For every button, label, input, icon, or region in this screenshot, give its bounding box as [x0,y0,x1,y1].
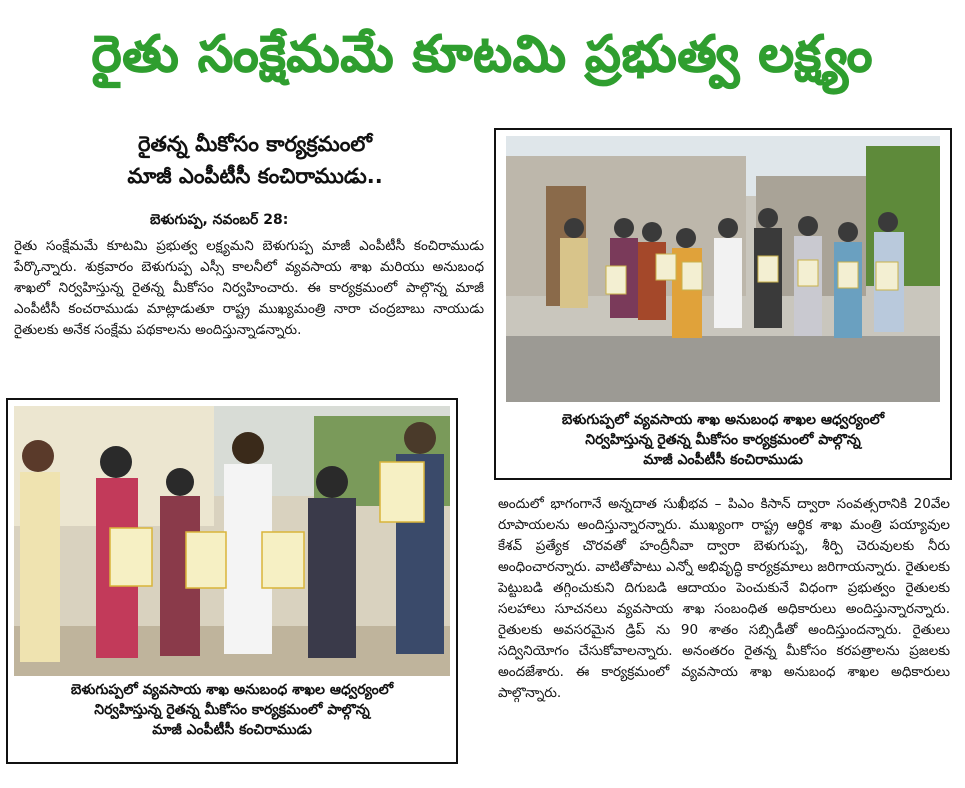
subheadline [40,128,470,192]
photo-right-caption-line1: బెళుగుప్పలో వ్యవసాయ శాఖ అనుబంధ శాఖల ఆధ్వర్యంలో [561,412,885,428]
photo-right-group [506,136,940,402]
photo-frame-right [494,128,952,480]
article-paragraph-2: అందులో భాగంగానే అన్నదాత సుఖీభవ – పిఎం కిసాన్ ద్వారా సంవత్సరానికి 20వేల రూపాయలను అందిస్తున్నారన్నారు. ముఖ్యంగా రాష్ట్ర ఆర్థిక శాఖ మంత్రి పయ్యావుల కేశవ్ ప్రత్యేక చొరవతో హంద్రీనీవా ద్వారా బెళుగుప్ప, శీర్పి చెరువులకు నీరు అంధించారన్నారు. వాటితోపాటు ఎన్నో అభివృద్ధి కార్యక్రమాలు జరిగాయన్నారు. రైతులకు పెట్టుబడి తగ్గించుకుని దిగుబడి ఆదాయం పెంచుకునే విధంగా ప్రభుత్వం రైతులకు సలహాలు సూచనలు వ్యవసాయ శాఖ సంబంధిత అధికారులు అందిస్తున్నారన్నారు. రైతులకు అవసరమైన డ్రిప్ ను 90 శాతం సబ్సిడీతో అందిస్తుందన్నారు. రైతులు సద్వినియోగం చేసుకోవాలన్నారు. అనంతరం రైతన్న మీకోసం కరపత్రాలను ప్రజలకు అందజేశారు. ఈ కార్యక్రమంలో వ్యవసాయ శాఖ అనుబంధ శాఖల అధికారులు పాల్గొన్నారు. [498,496,950,701]
subheadline-line1: రైతన్న మీకోసం కార్యక్రమంలో [138,132,372,156]
photo-right-caption-line3: మాజీ ఎంపీటీసీ కంచిరాముడు [643,452,803,468]
headline: రైతు సంక్షేమమే కూటమి ప్రభుత్వ లక్ష్యం [91,25,874,83]
photo-left-caption-line1: బెళుగుప్పలో వ్యవసాయ శాఖ అనుబంధ శాఖల ఆధ్వర్యంలో [70,682,394,698]
article-paragraph-1: రైతు సంక్షేమమే కూటమి ప్రభుత్వ లక్ష్యమని బెళుగుప్ప మాజీ ఎంపీటీసీ కంచిరాముడు పేర్కొన్నారు. శుక్రవారం బెళుగుప్ప ఎస్సీ కాలనీలో వ్యవసాయ శాఖ మరియు అనుబంధ శాఖలో నిర్వహిస్తున్న రైతన్న మీకోసం నిర్వహించారు. ఈ కార్యక్రమంలో పాల్గొన్న మాజీ ఎంపీటీసీ కంచరాముడు మాట్లాడుతూ రాష్ట్ర ముఖ్యమంత్రి నారా చంద్రబాబు నాయుడు రైతులకు అనేక సంక్షేమ పథకాలను అందిస్తున్నాడన్నారు. [14,238,484,338]
photo-left-group [14,406,450,676]
dateline: బెళుగుప్ప, నవంబర్ 28: [150,212,289,228]
photo-right-caption-line2: నిర్వహిస్తున్న రైతన్న మీకోసం కార్యక్రమంలో పాల్గొన్న [585,432,861,448]
photo-right-caption [506,410,940,470]
subheadline-line2: మాజీ ఎంపీటీసీ కంచిరాముడు.. [127,164,383,188]
photo-left-caption-line2: నిర్వహిస్తున్న రైతన్న మీకోసం కార్యక్రమంలో పాల్గొన్న [94,702,370,718]
photo-frame-left [6,398,458,764]
photo-left-caption [14,680,450,740]
photo-left-caption-line3: మాజీ ఎంపీటీసీ కంచిరాముడు [152,722,312,738]
